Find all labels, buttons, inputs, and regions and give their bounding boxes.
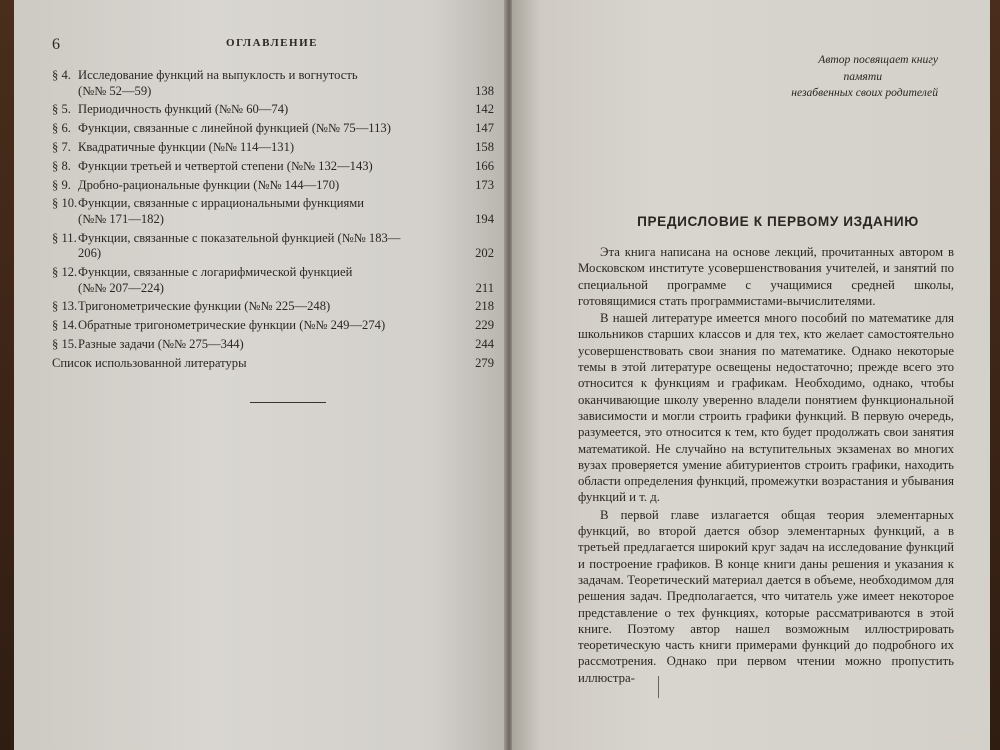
toc-entry [52,299,494,315]
toc-entry [52,102,494,118]
page-ref: 279 [475,355,494,370]
preface-paragraph: В нашей литературе имеется много пособий по математике для школьников старших классов и для тех, кто желает самостоятельно усовершенствовать свои знания по математике. Однако некоторые темы в этой литературе освещены недостаточно; прежде всего это относится к функциям и графикам. Необходимо, однако, чтобы оканчивающие школу уверенно владели понятием функциональной зависимости и могли строить графики функций. В первую очередь, разумеется, это относится к тем, кто будет продолжать свои занятия математикой. Не случайно на вступительных экзаменах во многих вузах проверяется умение абитуриентов строить графики, находить области определения функций, промежутки возрастания и убывания функций и т. д. [578,311,954,505]
section-title: Функции, связанные с линейной функцией (№№ 75—113) [78,121,391,136]
toc-entry [52,140,494,156]
watermark: www.ay.by [934,731,982,742]
section-title-continued: (№№ 52—59) [78,83,152,98]
page-ref: 229 [475,318,494,333]
section-number: § 11. [52,230,77,245]
section-number: § 13. [52,299,78,314]
toc-entry [52,265,494,296]
closing-rule [250,402,326,403]
preface-paragraph: В первой главе излагается общая теория элементарных функций, во второй дается обзор элементарных функций, а в третьей предлагается широкий круг задач на исследование функций и построение графиков. В конце книги даны решения и указания к задачам. Теоретический материал дается в объеме, необходимом для решения задач. Предполагается, что читатель уже имеет некоторое представление о тех функциях, которые рассматриваются в этой книге. Поэтому автор нашел возможным иллюстрировать теоретическую часть книги примерами функций до подробного их рассмотрения. Однако при первом чтении можно пропустить иллюстра- [578,507,954,685]
page-ref: 211 [475,280,494,295]
dedication-line: Автор посвящает книгу [818,53,938,66]
right-page [512,0,990,750]
page-ref: 218 [475,299,494,314]
toc-entry [52,337,494,353]
page-ref: 138 [475,83,494,98]
page-ref: 166 [475,158,494,173]
section-title: Исследование функций на выпуклость и вогнутость [78,68,358,82]
section-title: Квадратичные функции (№№ 114—131) [78,139,295,154]
section-title-continued: 206) [78,246,102,261]
section-number: § 14. [52,318,78,333]
toc-entry [52,318,494,334]
preface-body [578,244,954,687]
toc-header: ОГЛАВЛЕНИЕ [226,37,318,49]
toc-entry [52,196,494,227]
dedication-line: незабвенных своих родителей [791,86,938,99]
section-title: Тригонометрические функции (№№ 225—248) [78,299,331,314]
page-ref: 147 [475,121,494,136]
dedication [718,52,938,102]
section-number: § 6. [52,121,71,136]
section-number: § 8. [52,158,71,173]
left-page [14,0,506,750]
section-number: § 12. [52,265,78,280]
section-title: Функции, связанные с иррациональными функциями [78,196,364,211]
pencil-mark [658,676,659,698]
section-title-continued: (№№ 207—224) [78,280,164,295]
table-of-contents [52,68,494,371]
section-title-continued: (№№ 171—182) [78,211,164,226]
section-title: Функции, связанные с логарифмической функцией [78,265,353,280]
toc-entry [52,121,494,137]
dedication-line: памяти [843,69,882,83]
page-ref: 142 [475,102,494,117]
section-number: § 4. [52,68,71,82]
section-title: Функции третьей и четвертой степени (№№ 132—143) [78,158,373,173]
section-number: § 9. [52,177,71,192]
toc-entry [52,178,494,194]
page-ref: 158 [475,139,494,154]
page-ref: 244 [475,336,494,351]
section-title: Периодичность функций (№№ 60—74) [78,102,289,117]
section-title: Обратные тригонометрические функции (№№ 249—274) [78,318,386,333]
toc-entry [52,231,494,262]
bibliography-label: Список использованной литературы [52,355,247,370]
preface-paragraph: Эта книга написана на основе лекций, прочитанных автором в Московском институте усовершенствования учителей, и занятий по специальной программе с учащимися средней школы, готовящимися стать программистами-вычислителями. [578,245,954,308]
section-number: § 10. [52,196,78,211]
toc-entry [52,159,494,175]
section-title: Дробно-рациональные функции (№№ 144—170) [78,177,340,192]
section-number: § 5. [52,102,71,117]
page-ref: 202 [475,246,494,261]
section-title: Разные задачи (№№ 275—344) [78,336,244,351]
section-number: § 15. [52,336,78,351]
preface-title: ПРЕДИСЛОВИЕ К ПЕРВОМУ ИЗДАНИЮ [637,214,919,229]
bibliography-entry [52,356,494,372]
section-title: Функции, связанные с показательной функцией (№№ 183— [78,230,401,245]
section-number: § 7. [52,139,71,154]
toc-entry [52,68,494,99]
page-ref: 194 [475,211,494,226]
page-number: 6 [52,36,60,53]
page-ref: 173 [475,177,494,192]
